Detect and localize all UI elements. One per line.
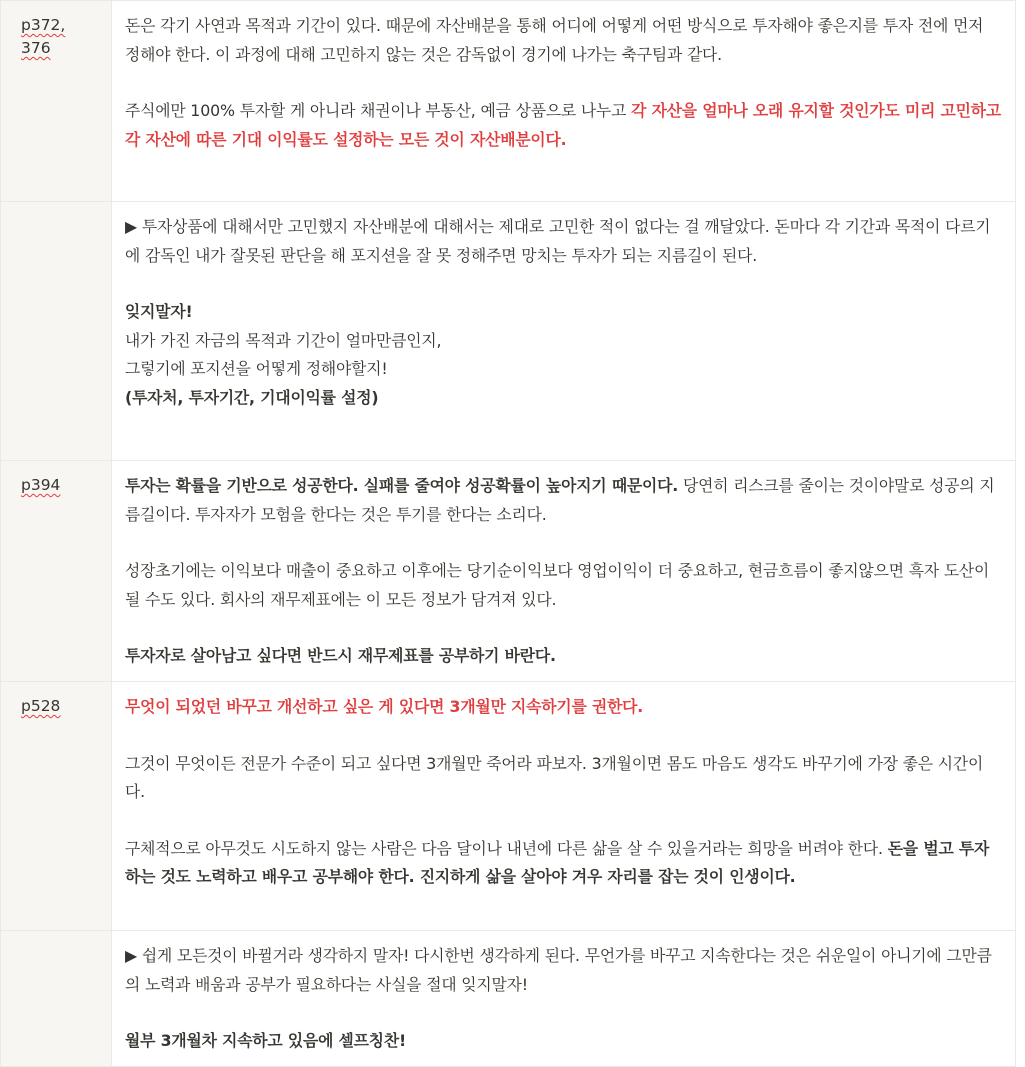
highlight-text: 각 자산을 얼마나 오래 유지할 것인가도 미리 고민하고 각 자산에 따른 기대 이익률도 설정하는 모든 것이 자산배분이다. [125,101,1001,149]
page-ref: p372, 376 [21,16,66,57]
note-paragraph: 그것이 무엇이든 전문가 수준이 되고 싶다면 3개월만 죽어라 파보자. 3개월이면 몸도 마음도 생각도 바꾸기에 가장 좋은 시간이다. [125,753,984,802]
note-paragraph: ▶ 쉽게 모든것이 바뀔거라 생각하지 말자! 다시한번 생각하게 된다. 무언가를 바꾸고 지속한다는 것은 쉬운일이 아니기에 그만큼의 노력과 배움과 공부가 필요하다는 사실을 절대 잊지말자! [125,945,992,994]
note-line-bold: (투자처, 투자기간, 기대이익률 설정) [125,387,379,407]
page-ref-cell[interactable] [1,681,112,930]
page-ref-cell[interactable] [1,202,112,461]
note-paragraph-bold: 투자자로 살아남고 싶다면 반드시 재무제표를 공부하기 바란다. [125,646,556,666]
page-ref-cell[interactable] [1,1,112,202]
page-ref-cell[interactable] [1,461,112,682]
note-paragraph: 성장초기에는 이익보다 매출이 중요하고 이후에는 당기순이익보다 영업이익이 더 중요하고, 현금흐름이 좋지않으면 흑자 도산이 될 수도 있다. 회사의 재무제표에는 이 모든 정보가 담겨져 있다. [125,561,990,609]
page-ref [1,931,111,944]
note-cell[interactable] [112,930,1016,1066]
table-row [1,930,1016,1066]
page-ref [1,202,111,215]
table-row [1,202,1016,461]
page-ref: p528 [21,696,61,715]
note-cell[interactable] [112,1,1016,202]
note-cell[interactable] [112,461,1016,682]
table-row [1,461,1016,682]
note-cell[interactable] [112,681,1016,930]
note-paragraph-bold: 월부 3개월차 지속하고 있음에 셀프칭찬! [125,1031,407,1051]
note-paragraph: 주식에만 100% 투자할 게 아니라 채권이나 부동산, 예금 상품으로 나누고 각 자산을 얼마나 오래 유지할 것인가도 미리 고민하고 각 자산에 따른 기대 이익률도 설정하는 모든 것이 자산배분이다. [125,101,1001,149]
table-row [1,681,1016,930]
note-paragraph: 돈은 각기 사연과 목적과 기간이 있다. 때문에 자산배분을 통해 어디에 어떻게 어떤 방식으로 투자해야 좋은지를 투자 전에 먼저 정해야 한다. 이 과정에 대해 고민하지 않는 것은 감독없이 경기에 나가는 축구팀과 같다. [125,16,984,64]
table-row [1,1,1016,202]
note-paragraph: 구체적으로 아무것도 시도하지 않는 사람은 다음 달이나 내년에 다른 삶을 살 수 있을거라는 희망을 버려야 한다. 돈을 벌고 투자하는 것도 노력하고 배우고 공부해야 한다. 진지하게 삶을 살아야 겨우 자리를 잡는 것이 인생이다. [125,838,990,887]
page-ref: p394 [21,476,61,494]
note-heading: 잊지말자! [125,302,193,322]
note-line: 내가 가진 자금의 목적과 기간이 얼마만큼인지, [125,330,442,350]
note-cell[interactable] [112,202,1016,461]
note-paragraph: ▶ 투자상품에 대해서만 고민했지 자산배분에 대해서는 제대로 고민한 적이 없다는 걸 깨달았다. 돈마다 각 기간과 목적이 다르기에 감독인 내가 잘못된 판단을 해 포지션을 잘 못 정해주면 망치는 투자가 되는 지름길이 된다. [125,217,991,265]
note-line: 그렇기에 포지션을 어떻게 정해야할지! [125,359,388,379]
page-ref-cell[interactable] [1,930,112,1066]
highlight-text: 무엇이 되었던 바꾸고 개선하고 싶은 게 있다면 3개월만 지속하기를 권한다. [125,696,644,716]
note-paragraph: 투자는 확률을 기반으로 성공한다. 실패를 줄여야 성공확률이 높아지기 때문이다. 당연히 리스크를 줄이는 것이야말로 성공의 지름길이다. 투자자가 모험을 한다는 것은 투기를 한다는 소리다. [125,476,995,524]
